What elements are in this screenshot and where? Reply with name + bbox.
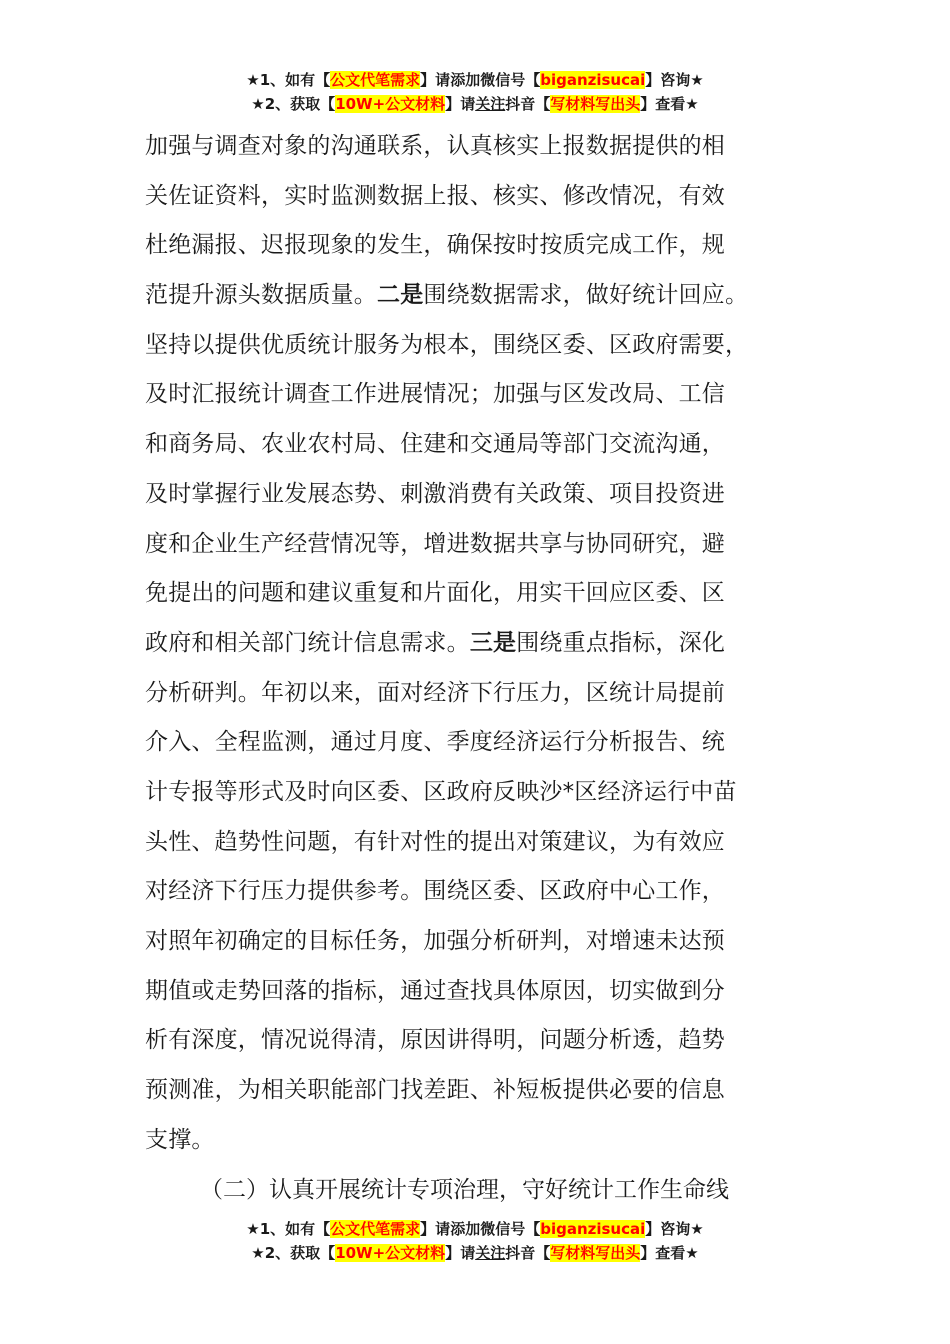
footer-banner xyxy=(0,1217,950,1265)
text-line: 免提出的问题和建议重复和片面化，用实干回应区委、区 xyxy=(145,580,725,607)
text-line: 及时掌握行业发展态势、刺激消费有关政策、项目投资进 xyxy=(145,480,725,507)
text-line: 坚持以提供优质统计服务为根本，围绕区委、区政府需要， xyxy=(145,331,749,358)
highlight-text: 公文代笔需求 xyxy=(330,1220,421,1238)
banner-emphasis: 关注 xyxy=(475,95,506,113)
banner-text: ★2、获取【 xyxy=(251,1244,336,1262)
text-line: 关佐证资料，实时监测数据上报、核实、修改情况，有效 xyxy=(145,182,725,209)
text-line: 支撑。 xyxy=(145,1126,215,1153)
text-line: 计专报等形式及时向区委、区政府反映沙*区经济运行中苗 xyxy=(145,778,737,805)
text-line xyxy=(145,271,805,321)
banner-text: 微信号【 xyxy=(480,1220,541,1238)
text-line: 介入、全程监测，通过月度、季度经济运行分析报告、统 xyxy=(145,729,725,756)
text-line xyxy=(145,619,805,669)
body-paragraph xyxy=(145,122,805,1165)
wechat-id: biganzisucai xyxy=(540,71,646,89)
text-line: 及时汇报统计调查工作进展情况；加强与区发改局、工信 xyxy=(145,381,725,408)
highlight-text: 10W+公文材料 xyxy=(335,1244,446,1262)
text-line: 析有深度，情况说得清，原因讲得明，问题分析透，趋势 xyxy=(145,1027,725,1054)
text-line: 分析研判。年初以来，面对经济下行压力，区统计局提前 xyxy=(145,679,725,706)
text-line: 杜绝漏报、迟报现象的发生，确保按时按质完成工作，规 xyxy=(145,232,725,259)
wechat-id: biganzisucai xyxy=(540,1220,646,1238)
banner-emphasis: 添加 xyxy=(450,1220,481,1238)
highlight-text: 10W+公文材料 xyxy=(335,95,446,113)
header-banner xyxy=(0,68,950,116)
douyin-id: 写材料写出头 xyxy=(550,95,641,113)
banner-text: 】查看★ xyxy=(640,1244,699,1262)
text-line: 对照年初确定的目标任务，加强分析研判，对增速未达预 xyxy=(145,928,725,954)
text-span: 围绕数据需求，做好统计回应。 xyxy=(423,282,749,309)
douyin-id: 写材料写出头 xyxy=(550,1244,641,1262)
text-line: 头性、趋势性问题，有针对性的提出对策建议，为有效应 xyxy=(145,828,725,855)
banner-text: 抖音【 xyxy=(505,95,551,113)
text-span: 范提升源头数据质量。 xyxy=(145,282,377,309)
bold-marker: 三是 xyxy=(469,629,517,656)
highlight-text: 公文代笔需求 xyxy=(330,71,421,89)
banner-text: 】咨询★ xyxy=(645,1220,704,1238)
banner-text: ★1、如有【 xyxy=(246,71,331,89)
text-line: 预测准，为相关职能部门找差距、补短板提供必要的信息 xyxy=(145,1077,725,1104)
text-line: 对经济下行压力提供参考。围绕区委、区政府中心工作， xyxy=(145,878,725,905)
text-line: 期值或走势回落的指标，通过查找具体原因，切实做到分 xyxy=(145,977,725,1004)
banner-line-1 xyxy=(0,68,950,92)
text-line: 度和企业生产经营情况等，增进数据共享与协同研究，避 xyxy=(145,530,725,557)
banner-emphasis: 添加 xyxy=(450,71,481,89)
text-span: 围绕重点指标，深化 xyxy=(516,629,726,656)
banner-line-2 xyxy=(0,92,950,116)
banner-text: 】请 xyxy=(420,1220,451,1238)
banner-line-1 xyxy=(0,1217,950,1241)
bold-marker: 二是 xyxy=(377,282,424,309)
banner-text: ★2、获取【 xyxy=(251,95,336,113)
banner-line-2 xyxy=(0,1241,950,1265)
text-span: 政府和相关部门统计信息需求。 xyxy=(145,629,470,656)
banner-text: 】请 xyxy=(445,1244,476,1262)
banner-text: 】请 xyxy=(445,95,476,113)
banner-emphasis: 关注 xyxy=(475,1244,506,1262)
text-line: 加强与调查对象的沟通联系，认真核实上报数据提供的相 xyxy=(145,133,725,159)
banner-text: 】查看★ xyxy=(640,95,699,113)
banner-text: ★1、如有【 xyxy=(246,1220,331,1238)
banner-text: 抖音【 xyxy=(505,1244,551,1262)
text-line: 和商务局、农业农村局、住建和交通局等部门交流沟通， xyxy=(145,431,725,458)
banner-text: 微信号【 xyxy=(480,71,541,89)
banner-text: 】咨询★ xyxy=(645,71,704,89)
banner-text: 】请 xyxy=(420,71,451,89)
section-heading: （二）认真开展统计专项治理，守好统计工作生命线 xyxy=(200,1177,729,1203)
